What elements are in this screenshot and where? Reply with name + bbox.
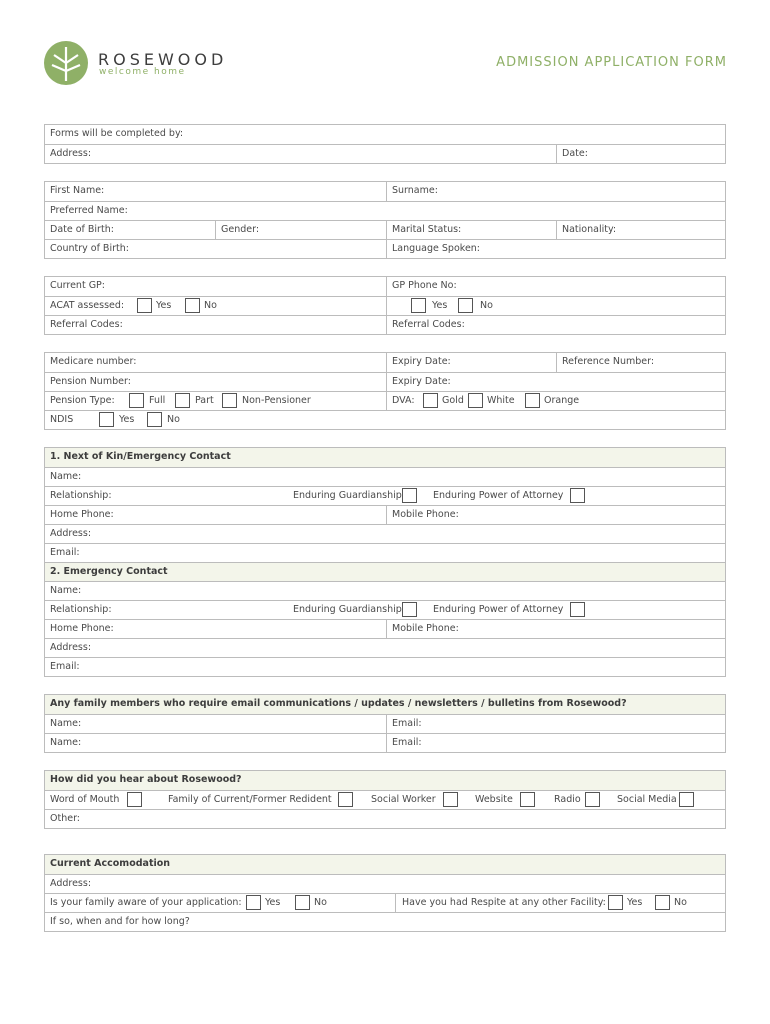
family-email-field-2[interactable]: Email: bbox=[386, 734, 725, 752]
kin-name-field[interactable]: Name: bbox=[50, 471, 82, 482]
pension-expiry-field[interactable]: Expiry Date: bbox=[386, 373, 725, 391]
radio-label: Radio bbox=[554, 794, 581, 805]
aware-no-label: No bbox=[314, 897, 327, 908]
respite-yes-label: Yes bbox=[627, 897, 643, 908]
accommodation-heading: Current Accomodation bbox=[50, 858, 171, 869]
dva-label: DVA: bbox=[392, 395, 415, 406]
surname-field[interactable]: Surname: bbox=[386, 182, 725, 201]
form-row bbox=[45, 467, 725, 486]
medicare-number-field[interactable]: Medicare number: bbox=[50, 356, 137, 367]
pension-number-field[interactable]: Pension Number: bbox=[50, 376, 131, 387]
social-media-checkbox[interactable] bbox=[679, 792, 694, 807]
kin-relationship-label: Relationship: bbox=[50, 490, 112, 501]
first-name-field[interactable]: First Name: bbox=[50, 185, 105, 196]
acat-no-checkbox[interactable] bbox=[185, 298, 200, 313]
kin-attorney-label: Enduring Power of Attorney bbox=[433, 490, 564, 501]
ndis-yes-label: Yes bbox=[119, 414, 135, 425]
section-personal-details bbox=[44, 181, 726, 259]
dva-row bbox=[386, 392, 725, 410]
ec-attorney-label: Enduring Power of Attorney bbox=[433, 604, 564, 615]
kin-email-field[interactable]: Email: bbox=[50, 547, 80, 558]
ec-attorney-checkbox[interactable] bbox=[570, 602, 585, 617]
family-resident-label: Family of Current/Former Redident bbox=[168, 794, 332, 805]
section-gp bbox=[44, 276, 726, 335]
acat-assessed-row-2 bbox=[386, 297, 725, 315]
website-checkbox[interactable] bbox=[520, 792, 535, 807]
next-of-kin-heading: 1. Next of Kin/Emergency Contact bbox=[50, 451, 231, 462]
ndis-label: NDIS bbox=[50, 414, 74, 425]
dva-white-label: White bbox=[487, 395, 515, 406]
form-row bbox=[45, 893, 725, 912]
ndis-yes-checkbox[interactable] bbox=[99, 412, 114, 427]
kin-mobile-phone-field[interactable]: Mobile Phone: bbox=[386, 506, 725, 524]
other-source-field[interactable]: Other: bbox=[50, 813, 81, 824]
pension-part-label: Part bbox=[195, 395, 214, 406]
dva-gold-checkbox[interactable] bbox=[423, 393, 438, 408]
current-gp-field[interactable]: Current GP: bbox=[50, 280, 105, 291]
ndis-no-label: No bbox=[167, 414, 180, 425]
acat2-yes-checkbox[interactable] bbox=[411, 298, 426, 313]
brand-tagline: welcome home bbox=[99, 67, 186, 77]
emergency-contact-heading: 2. Emergency Contact bbox=[50, 566, 168, 577]
dva-orange-checkbox[interactable] bbox=[525, 393, 540, 408]
dob-field[interactable]: Date of Birth: bbox=[50, 224, 114, 235]
form-row bbox=[45, 277, 725, 296]
ec-relationship-row bbox=[45, 601, 725, 619]
kin-address-field[interactable]: Address: bbox=[50, 528, 92, 539]
respite-no-label: No bbox=[674, 897, 687, 908]
form-title: ADMISSION APPLICATION FORM bbox=[496, 55, 727, 70]
form-row bbox=[45, 790, 725, 809]
aware-yes-label: Yes bbox=[265, 897, 281, 908]
form-row bbox=[45, 296, 725, 315]
form-row bbox=[45, 809, 725, 828]
form-row bbox=[45, 714, 725, 733]
gp-phone-field[interactable]: GP Phone No: bbox=[386, 277, 725, 296]
respite-row bbox=[395, 894, 725, 912]
respite-duration-field[interactable]: If so, when and for how long? bbox=[50, 916, 190, 927]
gender-field[interactable]: Gender: bbox=[215, 221, 386, 239]
ec-email-field[interactable]: Email: bbox=[50, 661, 80, 672]
form-row bbox=[45, 912, 725, 931]
form-row bbox=[45, 391, 725, 410]
form-row bbox=[45, 410, 725, 429]
form-row bbox=[45, 144, 725, 163]
medicare-expiry-field[interactable]: Expiry Date: bbox=[386, 353, 556, 372]
kin-relationship-row bbox=[45, 487, 725, 505]
form-row bbox=[45, 353, 725, 372]
form-row bbox=[45, 220, 725, 239]
social-media-label: Social Media bbox=[617, 794, 677, 805]
pension-full-checkbox[interactable] bbox=[129, 393, 144, 408]
ndis-row bbox=[45, 411, 725, 429]
social-worker-label: Social Worker bbox=[371, 794, 436, 805]
form-row bbox=[45, 657, 725, 676]
referral-source-options bbox=[45, 791, 725, 809]
form-row bbox=[45, 182, 725, 201]
acat-assessed-row bbox=[45, 297, 386, 315]
page-header bbox=[0, 0, 770, 110]
form-row bbox=[45, 239, 725, 258]
dva-gold-label: Gold bbox=[442, 395, 464, 406]
address-field[interactable]: Address: bbox=[50, 148, 92, 159]
form-row bbox=[45, 201, 725, 220]
ec-guardianship-checkbox[interactable] bbox=[402, 602, 417, 617]
ec-guardianship-label: Enduring Guardianship bbox=[293, 604, 402, 615]
pension-part-checkbox[interactable] bbox=[175, 393, 190, 408]
referral-source-heading: How did you hear about Rosewood? bbox=[50, 774, 242, 785]
form-row bbox=[45, 448, 725, 467]
acat2-no-label: No bbox=[480, 300, 493, 311]
website-label: Website bbox=[475, 794, 513, 805]
form-row bbox=[45, 855, 725, 874]
section-emergency-contacts bbox=[44, 447, 726, 677]
form-row bbox=[45, 505, 725, 524]
acat-yes-checkbox[interactable] bbox=[137, 298, 152, 313]
accommodation-address-field[interactable]: Address: bbox=[50, 878, 92, 889]
family-name-field[interactable]: Name: bbox=[50, 718, 82, 729]
form-row bbox=[45, 315, 725, 334]
form-row bbox=[45, 125, 725, 144]
radio-checkbox[interactable] bbox=[585, 792, 600, 807]
ec-relationship-label: Relationship: bbox=[50, 604, 112, 615]
word-of-mouth-checkbox[interactable] bbox=[127, 792, 142, 807]
form-row bbox=[45, 619, 725, 638]
family-aware-row bbox=[45, 894, 395, 912]
respite-no-checkbox[interactable] bbox=[655, 895, 670, 910]
pension-full-label: Full bbox=[149, 395, 166, 406]
acat-no-label: No bbox=[204, 300, 217, 311]
section-referral-source bbox=[44, 770, 726, 829]
ec-name-field[interactable]: Name: bbox=[50, 585, 82, 596]
kin-home-phone-field[interactable]: Home Phone: bbox=[50, 509, 114, 520]
rosewood-logo-icon bbox=[42, 41, 90, 85]
aware-no-checkbox[interactable] bbox=[295, 895, 310, 910]
word-of-mouth-label: Word of Mouth bbox=[50, 794, 120, 805]
family-aware-label: Is your family aware of your application: bbox=[50, 897, 242, 908]
pension-type-label: Pension Type: bbox=[50, 395, 115, 406]
family-email-field[interactable]: Email: bbox=[386, 715, 725, 733]
ndis-no-checkbox[interactable] bbox=[147, 412, 162, 427]
ec-mobile-phone-field[interactable]: Mobile Phone: bbox=[386, 620, 725, 638]
non-pensioner-checkbox[interactable] bbox=[222, 393, 237, 408]
section-medicare-pension bbox=[44, 352, 726, 430]
section-family-emails bbox=[44, 694, 726, 753]
reference-number-field[interactable]: Reference Number: bbox=[556, 353, 725, 372]
form-row bbox=[45, 733, 725, 752]
form-row bbox=[45, 524, 725, 543]
dva-orange-label: Orange bbox=[544, 395, 580, 406]
acat2-no-checkbox[interactable] bbox=[458, 298, 473, 313]
dva-white-checkbox[interactable] bbox=[468, 393, 483, 408]
nationality-field[interactable]: Nationality: bbox=[556, 221, 725, 239]
kin-guardianship-label: Enduring Guardianship bbox=[293, 490, 402, 501]
family-resident-checkbox[interactable] bbox=[338, 792, 353, 807]
non-pensioner-label: Non-Pensioner bbox=[242, 395, 311, 406]
form-row bbox=[45, 771, 725, 790]
respite-label: Have you had Respite at any other Facility: bbox=[402, 897, 606, 908]
form-row bbox=[45, 372, 725, 391]
form-row bbox=[45, 562, 725, 581]
completed-by-field[interactable]: Forms will be completed by: bbox=[50, 128, 184, 139]
country-of-birth-field[interactable]: Country of Birth: bbox=[50, 243, 129, 254]
acat-yes-label: Yes bbox=[156, 300, 172, 311]
family-emails-heading: Any family members who require email communications / updates / newsletters / bulletins from Rosewood? bbox=[50, 698, 627, 709]
form-row bbox=[45, 695, 725, 714]
social-worker-checkbox[interactable] bbox=[443, 792, 458, 807]
respite-yes-checkbox[interactable] bbox=[608, 895, 623, 910]
pension-type-row bbox=[45, 392, 386, 410]
form-row bbox=[45, 581, 725, 600]
section-current-accommodation bbox=[44, 854, 726, 932]
form-row bbox=[45, 874, 725, 893]
form-row bbox=[45, 638, 725, 657]
family-name-field-2[interactable]: Name: bbox=[50, 737, 82, 748]
kin-guardianship-checkbox[interactable] bbox=[402, 488, 417, 503]
acat2-yes-label: Yes bbox=[432, 300, 448, 311]
referral-codes-field-2[interactable]: Referral Codes: bbox=[386, 316, 725, 334]
kin-attorney-checkbox[interactable] bbox=[570, 488, 585, 503]
preferred-name-field[interactable]: Preferred Name: bbox=[50, 205, 128, 216]
marital-status-field[interactable]: Marital Status: bbox=[386, 221, 556, 239]
section-completed-by bbox=[44, 124, 726, 164]
referral-codes-field[interactable]: Referral Codes: bbox=[50, 319, 123, 330]
form-row bbox=[45, 486, 725, 505]
date-field[interactable]: Date: bbox=[556, 145, 725, 163]
form-row bbox=[45, 543, 725, 562]
form-row bbox=[45, 600, 725, 619]
acat-label: ACAT assessed: bbox=[50, 300, 125, 311]
ec-home-phone-field[interactable]: Home Phone: bbox=[50, 623, 114, 634]
language-spoken-field[interactable]: Language Spoken: bbox=[386, 240, 725, 258]
aware-yes-checkbox[interactable] bbox=[246, 895, 261, 910]
ec-address-field[interactable]: Address: bbox=[50, 642, 92, 653]
brand-name: ROSEWOOD bbox=[98, 50, 228, 69]
